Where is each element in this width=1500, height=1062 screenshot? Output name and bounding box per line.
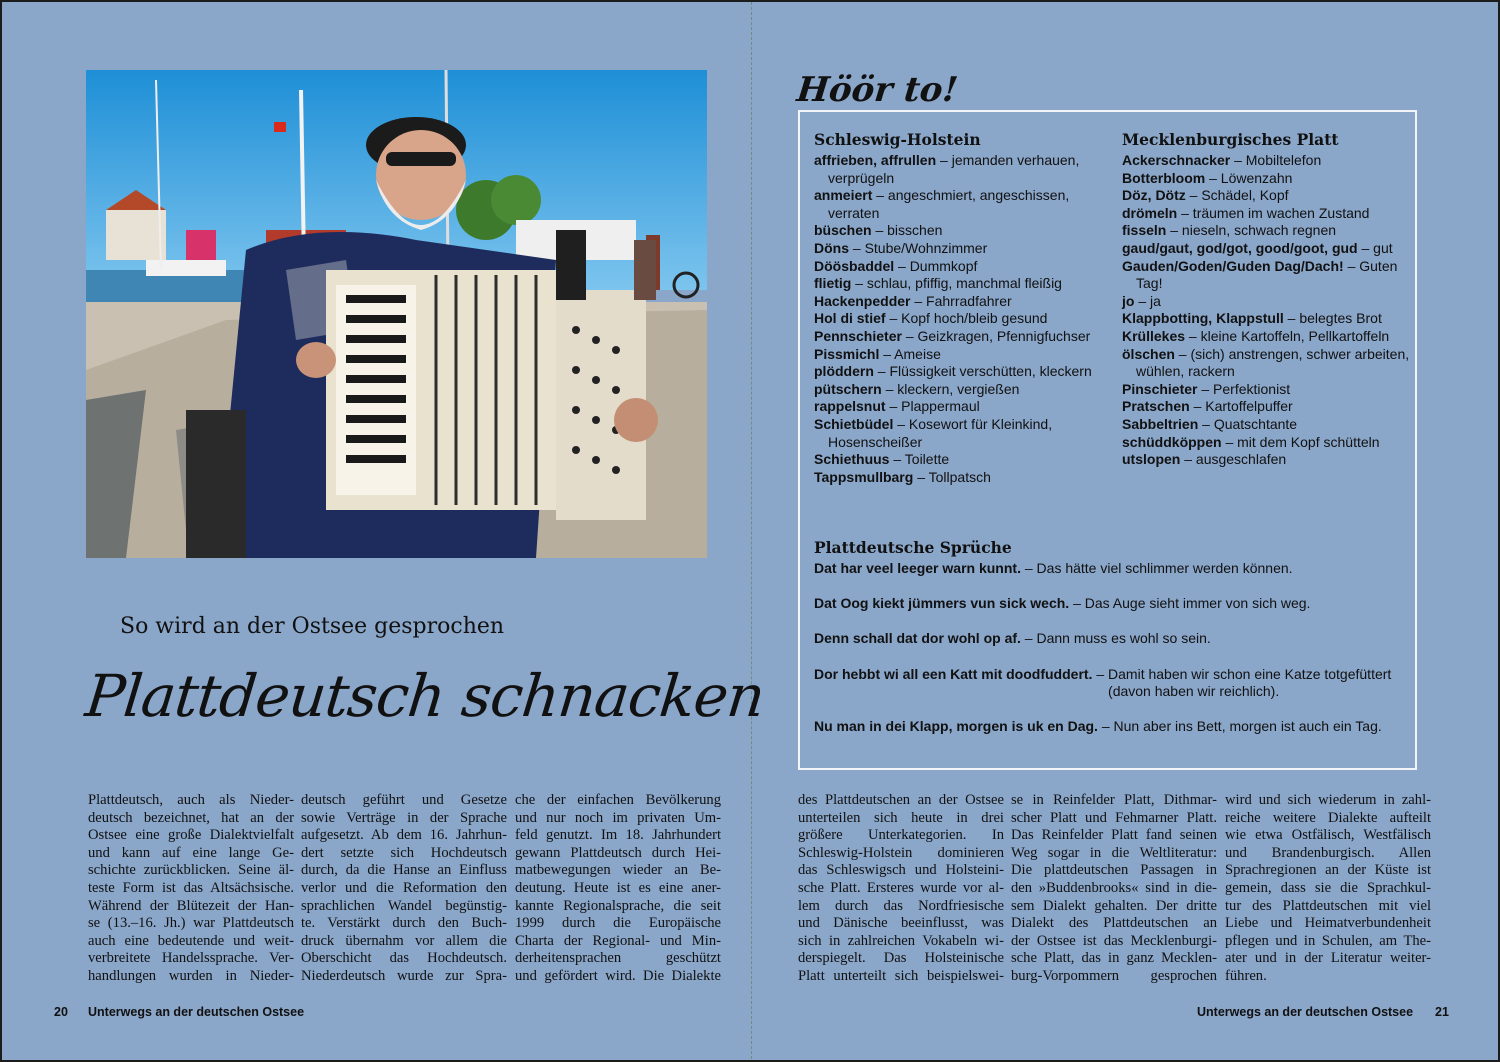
- text-line: Während der Blütezeit der Han-: [88, 897, 294, 914]
- glossary-term: Botterbloom: [1122, 169, 1206, 186]
- glossary-meaning: – angeschmiert, angeschissen, verraten: [828, 187, 1070, 221]
- glossary-meaning: – Schädel, Kopf: [1185, 187, 1289, 204]
- text-line: reiche weitere Dialekte aufteilt: [1225, 809, 1431, 826]
- glossary-entry: [1122, 205, 1422, 223]
- glossary-term: rappelsnut: [814, 398, 886, 415]
- glossary-term: Hol di stief: [814, 310, 886, 327]
- glossary-term: Gauden/Goden/Guden Dag/Dach!: [1122, 257, 1344, 274]
- text-line: Schleswig-Holstein dominieren: [798, 844, 1004, 861]
- saying-plattdeutsch: Dat Oog kiekt jümmers vun sick wech.: [814, 595, 1070, 612]
- text-line: den »Buddenbrooks« sind in die-: [1011, 879, 1217, 896]
- glossary-entry: [1122, 222, 1422, 240]
- glossary-meaning: – Dummkopf: [894, 257, 978, 274]
- accordion-player-photo: [86, 70, 707, 558]
- right-text-column-3: [1225, 792, 1431, 986]
- text-line: ater und in der Literatur weiter-: [1225, 950, 1431, 967]
- glossary-meaning: – Kosewort für Kleinkind, Hosenscheißer: [828, 415, 1053, 450]
- glossary-entry: [814, 398, 1114, 416]
- glossary-term: schüddköppen: [1122, 433, 1222, 450]
- glossary-term: Pennschieter: [814, 327, 902, 344]
- saying-item: Dat har veel leeger warn kunnt. – Das hätte viel schlimmer werden können.: [814, 560, 1293, 576]
- text-line: scher Platt und Fehmarner Platt.: [1011, 809, 1217, 826]
- glossary-term: anmeiert: [814, 187, 873, 204]
- glossary-entry: [1122, 346, 1422, 381]
- text-line: der Ostsee ist das Mecklenburgi-: [1011, 932, 1217, 949]
- glossary-meaning: – kleckern, vergießen: [881, 380, 1020, 397]
- text-line: sowie Verträge in der Sprache: [301, 809, 507, 826]
- glossary-term: Tappsmullbarg: [814, 468, 914, 485]
- text-line: 1999 durch die Europäische: [515, 915, 721, 932]
- mecklenburg-entries: [1122, 152, 1422, 469]
- glossary-meaning: – gut: [1357, 239, 1393, 256]
- saying-plattdeutsch: Dor hebbt wi all een Katt mit doodfuddert.: [814, 665, 1093, 682]
- text-line: wie etwa Ostfälisch, Westfälisch: [1225, 827, 1431, 844]
- saying-hochdeutsch: Nun aber ins Bett, morgen ist auch ein Tag.: [1113, 718, 1382, 735]
- glossary-term: Schietbüdel: [814, 415, 894, 432]
- glossary-term: Schiethuus: [814, 451, 890, 468]
- text-line: und Brandenburgisch. Allen: [1225, 844, 1431, 861]
- text-line: aufgesetzt. Ab dem 16. Jahrhun-: [301, 827, 507, 844]
- text-line: deutung. Heute ist es eine aner-: [515, 879, 721, 896]
- text-line: sche Platt, das in ganz Mecklen-: [1011, 950, 1217, 967]
- text-line: Plattdeutsch, auch als Nieder-: [88, 792, 294, 808]
- saying-plattdeutsch: Denn schall dat dor wohl op af.: [814, 630, 1021, 647]
- saying-hochdeutsch: Damit haben wir schon eine Katze totgefüttert (davon haben wir reichlich).: [1108, 665, 1392, 700]
- text-line: dert setzte sich Hochdeutsch: [301, 844, 507, 861]
- text-line: Dialekt des Plattdeutschen an: [1011, 915, 1217, 932]
- text-line: teste Form ist das Altsächsische.: [88, 879, 294, 896]
- right-text-column-1: [798, 792, 1004, 986]
- text-line: tur des Plattdeutschen mit viel: [1225, 897, 1431, 914]
- text-line: derspiegelt. Das Holsteinische: [798, 950, 1004, 967]
- glossary-meaning: – Flüssigkeit verschütten, kleckern: [873, 363, 1092, 380]
- glossary-term: Pissmichl: [814, 345, 880, 362]
- glossary-meaning: – jemanden verhauen, verprügeln: [828, 152, 1080, 186]
- left-text-column-3: [515, 792, 721, 986]
- running-title-left: Unterwegs an der deutschen Ostsee: [88, 1005, 305, 1019]
- text-line: Liebe und Heimatverbundenheit: [1225, 915, 1431, 932]
- glossary-term: Pratschen: [1122, 398, 1190, 415]
- glossary-meaning: – ausgeschlafen: [1180, 451, 1287, 468]
- glossary-meaning: – mit dem Kopf schütteln: [1221, 433, 1380, 450]
- text-line: kannte Regionalsprache, die seit: [515, 897, 721, 914]
- glossary-entry: [1122, 434, 1422, 452]
- glossary-meaning: – Guten Tag!: [1136, 257, 1398, 292]
- saying-hochdeutsch: Dann muss es wohl so sein.: [1036, 630, 1211, 647]
- text-line: gemein, dass sie die Sprachkul-: [1225, 879, 1431, 896]
- glossary-entry: [814, 240, 1114, 258]
- text-line: und kann auf eine lange Ge-: [88, 844, 294, 861]
- schleswig-holstein-entries: [814, 152, 1114, 486]
- text-line: lem durch das Nordfriesische: [798, 897, 1004, 914]
- text-line: druck übernahm vor allem die: [301, 932, 507, 949]
- text-line: Die plattdeutschen Passagen in: [1011, 862, 1217, 879]
- glossary-term: Ackerschnacker: [1122, 152, 1231, 168]
- glossary-meaning: – Mobiltelefon: [1230, 152, 1322, 168]
- glossary-term: fisseln: [1122, 222, 1167, 239]
- text-line: feld genutzt. Im 18. Jahrhundert: [515, 827, 721, 844]
- glossary-entry: [814, 469, 1114, 487]
- glossary-meaning: – träumen im wachen Zustand: [1177, 204, 1370, 221]
- glossary-meaning: – Kopf hoch/bleib gesund: [885, 310, 1048, 327]
- text-line: gewann Plattdeutsch durch Hei-: [515, 844, 721, 861]
- saying-item: Dor hebbt wi all een Katt mit doodfuddert. – Damit haben wir schon eine Katze totgefüttert (davon haben wir reichlich).: [814, 665, 1392, 700]
- glossary-term: jo: [1122, 292, 1135, 309]
- glossary-term: Sabbeltrien: [1122, 415, 1199, 432]
- glossary-entry: [814, 275, 1114, 293]
- glossary-term: Krüllekes: [1122, 327, 1186, 344]
- saying-plattdeutsch: Dat har veel leeger warn kunnt.: [814, 560, 1021, 576]
- glossary-term: Klappbotting, Klappstull: [1122, 310, 1284, 327]
- text-line: das Schleswigsch und Holsteini-: [798, 862, 1004, 879]
- text-line: pflegen und in Schulen, am The-: [1225, 932, 1431, 949]
- glossary-entry: [1122, 293, 1422, 311]
- glossary-term: gaud/gaut, god/got, good/goot, gud: [1122, 239, 1358, 256]
- text-line: derheitensprachen geschützt: [515, 950, 721, 967]
- glossary-meaning: – (sich) anstrengen, schwer arbeiten, wühlen, rackern: [1136, 345, 1410, 380]
- glossary-term: plöddern: [814, 363, 874, 380]
- text-line: und Dänische beeinflusst, was: [798, 915, 1004, 932]
- glossary-meaning: – Quatschtante: [1198, 415, 1298, 432]
- text-line: schichte zurückblicken. Seine äl-: [88, 862, 294, 879]
- running-title-right: Unterwegs an der deutschen Ostsee: [1197, 1005, 1414, 1019]
- glossary-meaning: – belegtes Brot: [1283, 310, 1382, 327]
- glossary-meaning: – Löwenzahn: [1205, 169, 1293, 186]
- glossary-meaning: – Plappermaul: [885, 398, 980, 415]
- text-line: unterteilen sich heute in drei: [798, 809, 1004, 826]
- text-line: auch eine bedeutende und weit-: [88, 932, 294, 949]
- glossary-entry: [1122, 451, 1422, 469]
- glossary-entry: [1122, 381, 1422, 399]
- page-number-left: 20: [54, 1005, 68, 1019]
- glossary-term: ölschen: [1122, 345, 1175, 362]
- glossary-entry: [814, 381, 1114, 399]
- sayings-heading: Plattdeutsche Sprüche: [814, 538, 1012, 557]
- schleswig-holstein-glossary: [814, 130, 1114, 486]
- text-line: Oberschicht das Hochdeutsch.: [301, 950, 507, 967]
- glossary-meaning: – ja: [1134, 292, 1161, 309]
- left-text-column-1: [88, 792, 294, 986]
- sayings-section: [814, 538, 1404, 754]
- saying-hochdeutsch: Das hätte viel schlimmer werden können.: [1036, 560, 1293, 576]
- page-gutter: [751, 2, 752, 1062]
- text-line: durch, da die Hanse an Einfluss: [301, 862, 507, 879]
- sayings-list: [814, 560, 1404, 736]
- text-line: sprachlichen Wandel begünstig-: [301, 897, 507, 914]
- glossary-meaning: – nieseln, schwach regnen: [1166, 222, 1337, 239]
- left-text-column-2: [301, 792, 507, 986]
- text-line: sem Dialekt gehalten. Der dritte: [1011, 897, 1217, 914]
- text-line: des Plattdeutschen an der Ostsee: [798, 792, 1004, 808]
- text-line: burg-Vorpommern gesprochen: [1011, 967, 1217, 984]
- glossary-entry: [1122, 170, 1422, 188]
- glossary-meaning: – schlau, pfiffig, manchmal fleißig: [851, 275, 1062, 292]
- glossary-term: pütschern: [814, 380, 882, 397]
- text-line: matbewegungen wieder an Be-: [515, 862, 721, 879]
- text-line: Charta der Regional- und Min-: [515, 932, 721, 949]
- glossary-entry: [814, 328, 1114, 346]
- text-line: che der einfachen Bevölkerung: [515, 792, 721, 808]
- glossary-entry: [814, 293, 1114, 311]
- text-line: sich in zahlreichen Vokabeln wi-: [798, 932, 1004, 949]
- glossary-entry: [814, 451, 1114, 469]
- glossary-entry: [814, 187, 1114, 222]
- glossary-meaning: – kleine Kartoffeln, Pellkartoffeln: [1185, 327, 1390, 344]
- text-line: deutsch bezeichnet, hat an der: [88, 809, 294, 826]
- text-line: verlor und die Reformation den: [301, 879, 507, 896]
- glossary-entry: [1122, 310, 1422, 328]
- glossary-meaning: – Kartoffelpuffer: [1189, 398, 1293, 415]
- glossary-meaning: – Stube/Wohnzimmer: [849, 239, 988, 256]
- dialect-glossary-box: [798, 110, 1417, 770]
- saying-hochdeutsch: Das Auge sieht immer von sich weg.: [1084, 595, 1311, 612]
- glossary-term: drömeln: [1122, 204, 1178, 221]
- glossary-term: büschen: [814, 222, 872, 239]
- saying-item: Dat Oog kiekt jümmers vun sick wech. – Das Auge sieht immer von sich weg.: [814, 595, 1311, 612]
- text-line: Platt unterteilt sich beispielswei-: [798, 967, 1004, 984]
- text-line: und nur noch im privaten Um-: [515, 809, 721, 826]
- page-number-right: 21: [1435, 1005, 1449, 1019]
- glossary-term: affrieben, affrullen: [814, 152, 937, 168]
- glossary-meaning: – bisschen: [871, 222, 943, 239]
- text-line: se (13.–16. Jh.) war Plattdeutsch: [88, 915, 294, 932]
- glossary-term: Pinschieter: [1122, 380, 1198, 397]
- glossary-term: Döösbaddel: [814, 257, 895, 274]
- saying-plattdeutsch: Nu man in dei Klapp, morgen is uk en Dag.: [814, 718, 1098, 735]
- glossary-meaning: – Toilette: [889, 451, 950, 468]
- text-line: deutsch geführt und Gesetze: [301, 792, 507, 808]
- saying-item: Denn schall dat dor wohl op af. – Dann muss es wohl so sein.: [814, 630, 1211, 647]
- text-line: Ostsee eine große Dialektvielfalt: [88, 827, 294, 844]
- text-line: handlungen wurden in Nieder-: [88, 967, 294, 984]
- text-line: wird und sich wiederum in zahl-: [1225, 792, 1431, 808]
- glossary-term: flietig: [814, 275, 852, 292]
- glossary-entry: [814, 346, 1114, 364]
- glossary-entry: [1122, 240, 1422, 258]
- text-line: führen.: [1225, 967, 1267, 984]
- glossary-term: Döns: [814, 239, 849, 256]
- text-line: verbreitete Handelssprache. Ver-: [88, 950, 294, 967]
- text-line: se in Reinfelder Platt, Dithmar-: [1011, 792, 1217, 808]
- text-line: größere Unterkategorien. In: [798, 827, 1004, 844]
- glossary-entry: [814, 222, 1114, 240]
- text-line: Niederdeutsch wurde zur Spra-: [301, 967, 507, 984]
- text-line: Weg sogar in die Weltliteratur:: [1011, 844, 1217, 861]
- glossary-entry: [814, 310, 1114, 328]
- text-line: und gefördert wird. Die Dialekte: [515, 967, 721, 984]
- glossary-entry: [1122, 152, 1422, 170]
- glossary-term: Döz, Dötz: [1122, 187, 1186, 204]
- glossary-term: Hackenpedder: [814, 292, 911, 309]
- glossary-entry: [1122, 187, 1422, 205]
- mecklenburg-heading: Mecklenburgisches Platt: [1122, 130, 1339, 149]
- mecklenburg-glossary: [1122, 130, 1422, 469]
- glossary-entry: [1122, 258, 1422, 293]
- text-line: sche Platt. Ersteres wurde vor al-: [798, 879, 1004, 896]
- glossary-meaning: – Perfektionist: [1197, 380, 1291, 397]
- text-line: Das Reinfelder Platt fand seinen: [1011, 827, 1217, 844]
- article-title: Plattdeutsch schnacken: [82, 662, 768, 730]
- glossary-meaning: – Tollpatsch: [913, 468, 991, 485]
- box-heading: Höör to!: [794, 70, 960, 110]
- right-text-column-2: [1011, 792, 1217, 986]
- glossary-meaning: – Ameise: [879, 345, 941, 362]
- glossary-meaning: – Geizkragen, Pfennigfuchser: [901, 327, 1091, 344]
- glossary-entry: [1122, 416, 1422, 434]
- glossary-term: utslopen: [1122, 451, 1181, 468]
- glossary-entry: [1122, 328, 1422, 346]
- glossary-entry: [814, 363, 1114, 381]
- glossary-entry: [814, 152, 1114, 187]
- article-subtitle: So wird an der Ostsee gesprochen: [120, 614, 505, 639]
- schleswig-holstein-heading: Schleswig-Holstein: [814, 130, 981, 149]
- glossary-entry: [814, 258, 1114, 276]
- glossary-meaning: – Fahrradfahrer: [910, 292, 1012, 309]
- saying-item: Nu man in dei Klapp, morgen is uk en Dag. – Nun aber ins Bett, morgen ist auch ein Tag.: [814, 718, 1382, 735]
- glossary-entry: [1122, 398, 1422, 416]
- text-line: te. Verstärkt durch den Buch-: [301, 915, 507, 932]
- glossary-entry: [814, 416, 1114, 451]
- text-line: Sprachregionen an der Küste ist: [1225, 862, 1431, 879]
